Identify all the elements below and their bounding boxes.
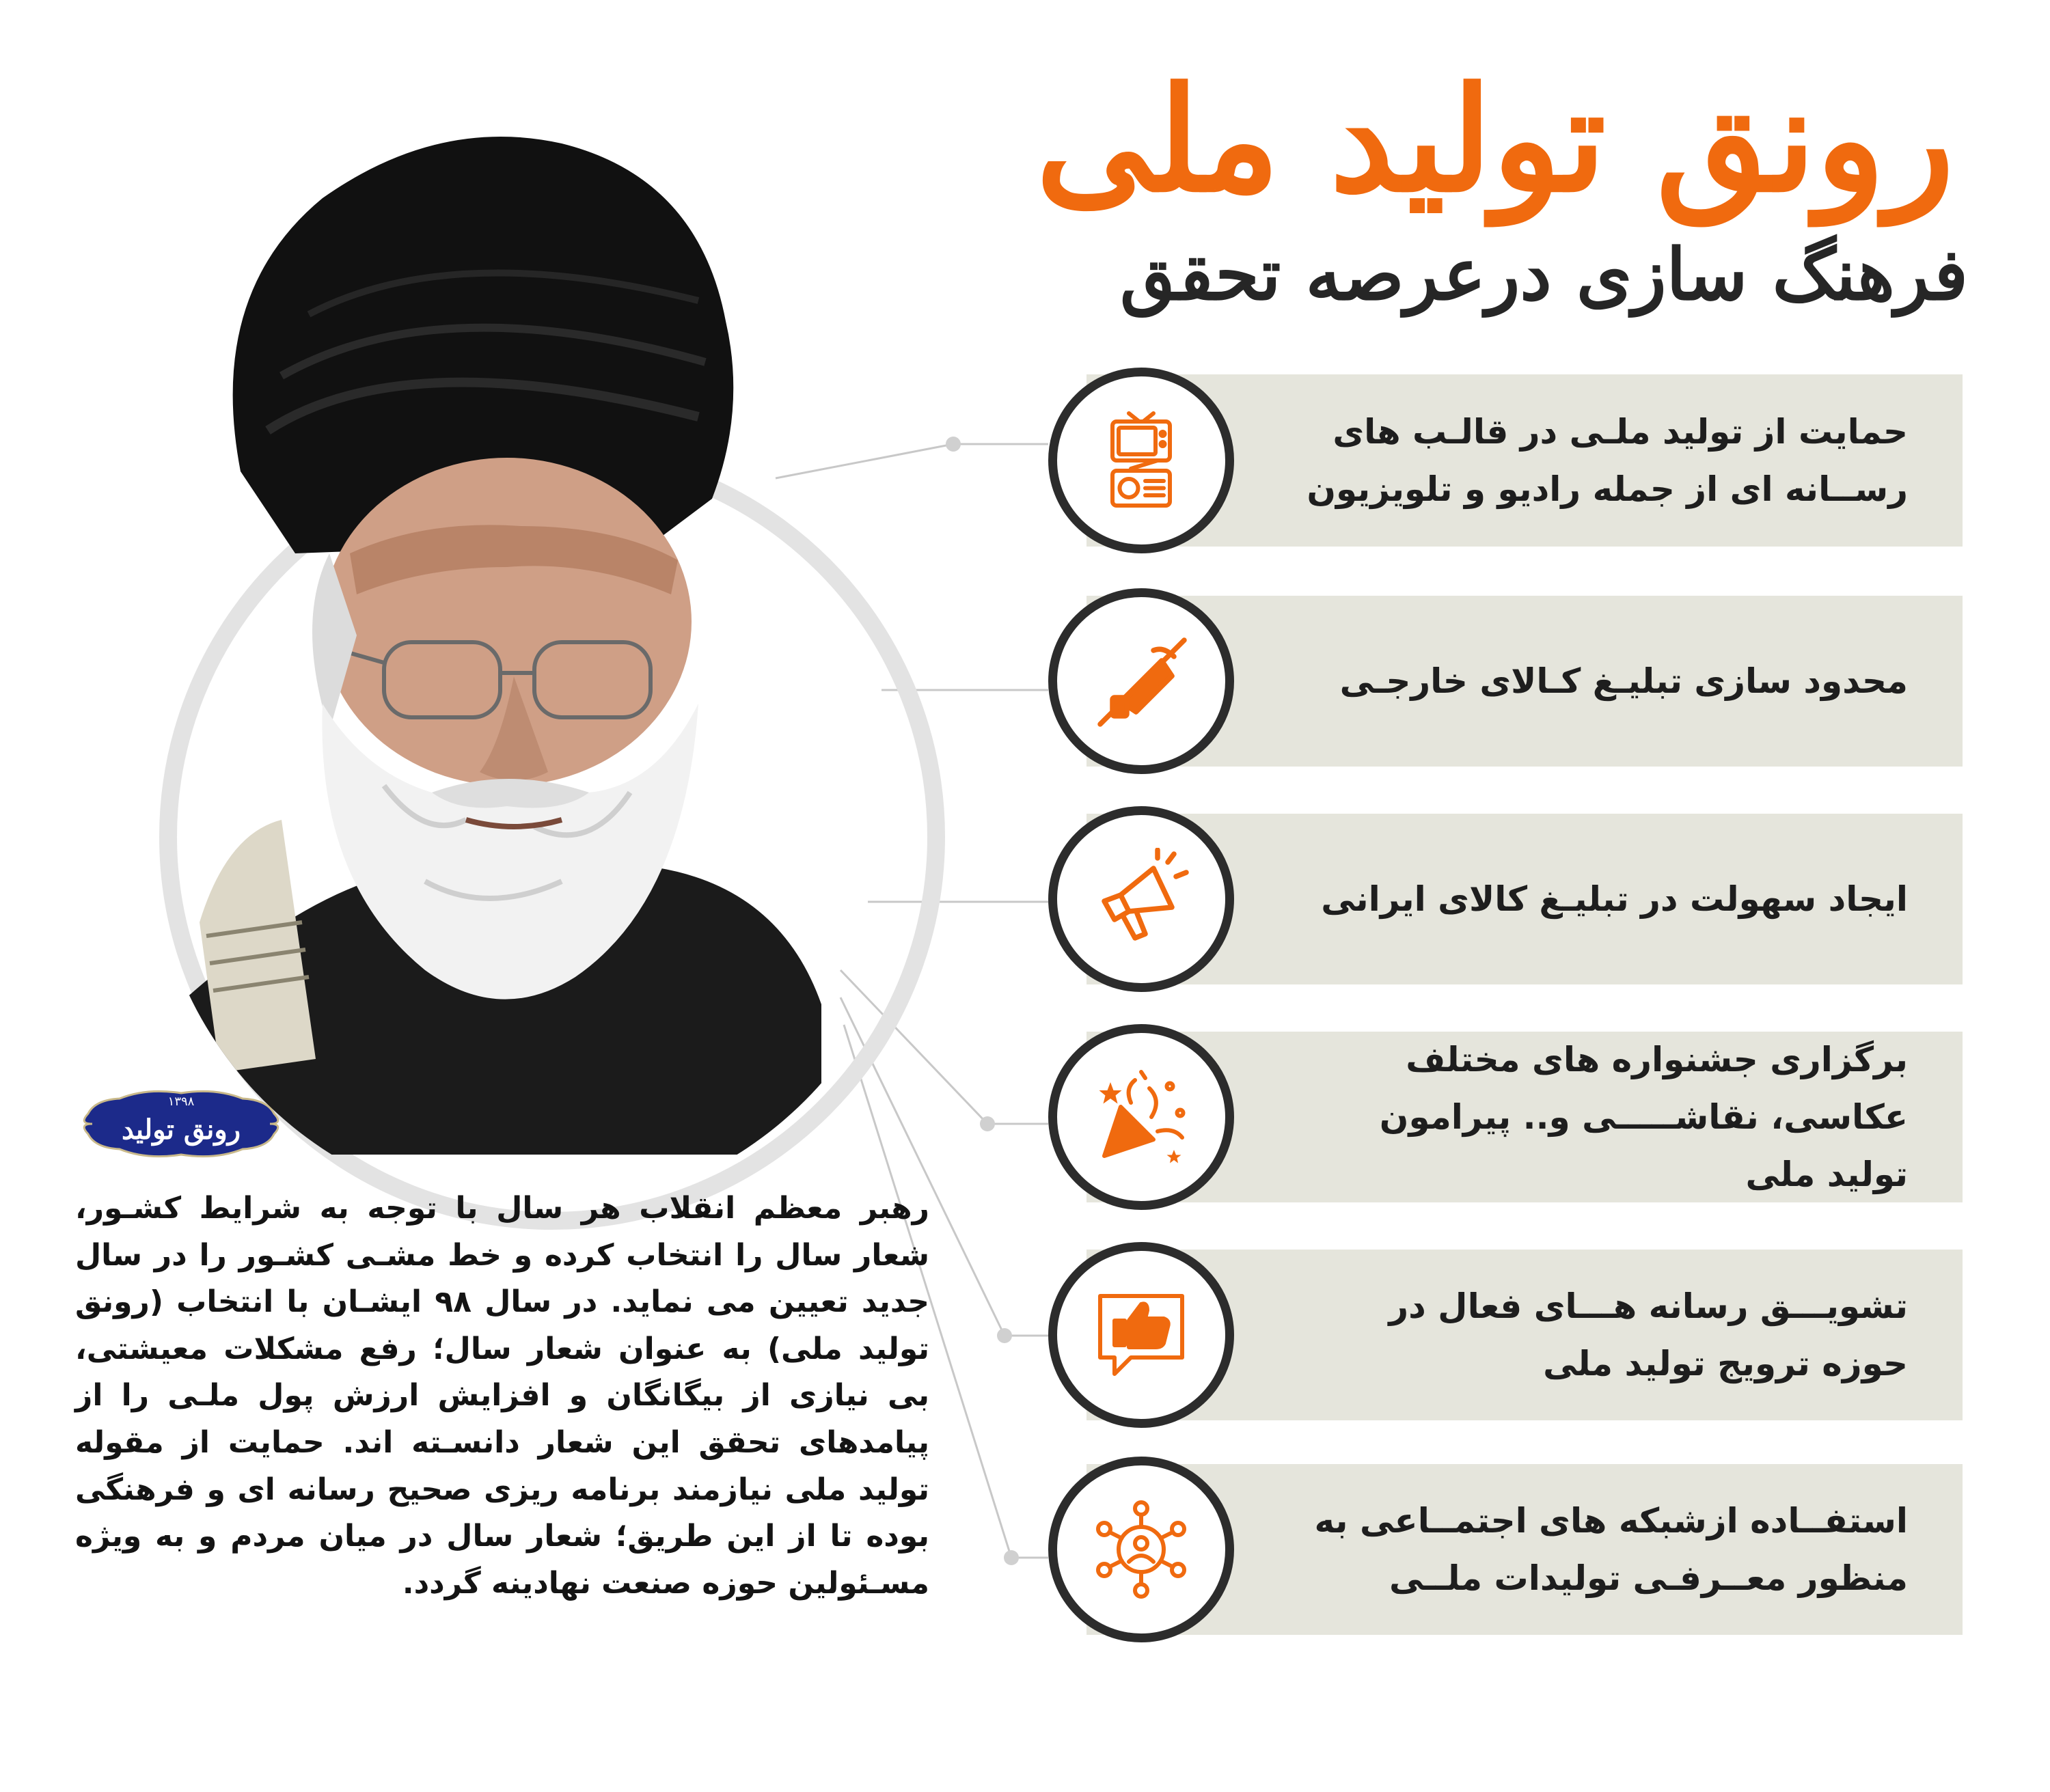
slogan-emblem: [79, 1086, 284, 1161]
tv-radio-icon: [1048, 368, 1234, 553]
list-item-text: حمایت از تولید ملـی در قالـب های رســانه ای از جمله رادیو و تلویزیون: [1307, 412, 1908, 509]
title-highlight: رونق تولید ملی: [1035, 55, 1954, 224]
description-paragraph: رهبر معظم انقلاب هر سال با توجه به شرایط کشـور، شعار سال را انتخاب کرده و خط مشـی کشـور را در سال جدید تعیین می نماید. در سال ۹۸ ایشـان با انتخاب (رونق تولید ملی) به عنوان شعار سال؛ رفع مشکلات معیشتی، بی نیازی از بیگانگان و افزایش ارزش پول ملـی را از پیامدهای تحقق این شعار دانسـته اند. حمایت از مقوله تولید ملی نیازمند برنامه ریزی صحیح رسانه ای و فرهنگی بوده تا از این طریق؛ شعار سال در میان مردم و به ویژه مسـئولین حوزه صنعت نهادینه گردد.: [75, 1191, 929, 1601]
title-subtitle: فرهنگ سازی درعرصه تحقق: [1120, 232, 1968, 316]
list-item-text: ایجاد سهولت در تبلیـغ کالای ایرانی: [1321, 879, 1908, 919]
festival-popper-icon: [1048, 1024, 1234, 1210]
no-advertising-icon: [1048, 588, 1234, 774]
footer-strip: [0, 1769, 2050, 1792]
list-item-text: برگزاری جشنواره های مختلف عکاسی، نقاشـــــی و.. پیرامون تولید ملی: [1379, 1040, 1908, 1194]
social-network-icon: [1048, 1457, 1234, 1642]
title-block: [1011, 48, 1982, 335]
list-item-text: استفــاده ازشبکه های اجتمــاعی به منظور معــرفـی تولیدات ملــی: [1314, 1501, 1908, 1598]
emblem-year: ۱۳۹۸: [167, 1094, 195, 1109]
emblem-text: رونق تولید: [121, 1114, 241, 1146]
megaphone-icon: [1048, 806, 1234, 992]
portrait-illustration: [179, 116, 821, 1155]
list-item-text: محدود سازی تبلیـغ کـالای خارجـی: [1339, 661, 1908, 701]
thumbs-up-chat-icon: [1048, 1242, 1234, 1428]
list-item-text: تشویـــق رسانه هـــای فعال در حوزه ترویج تولید ملی: [1389, 1286, 1908, 1383]
